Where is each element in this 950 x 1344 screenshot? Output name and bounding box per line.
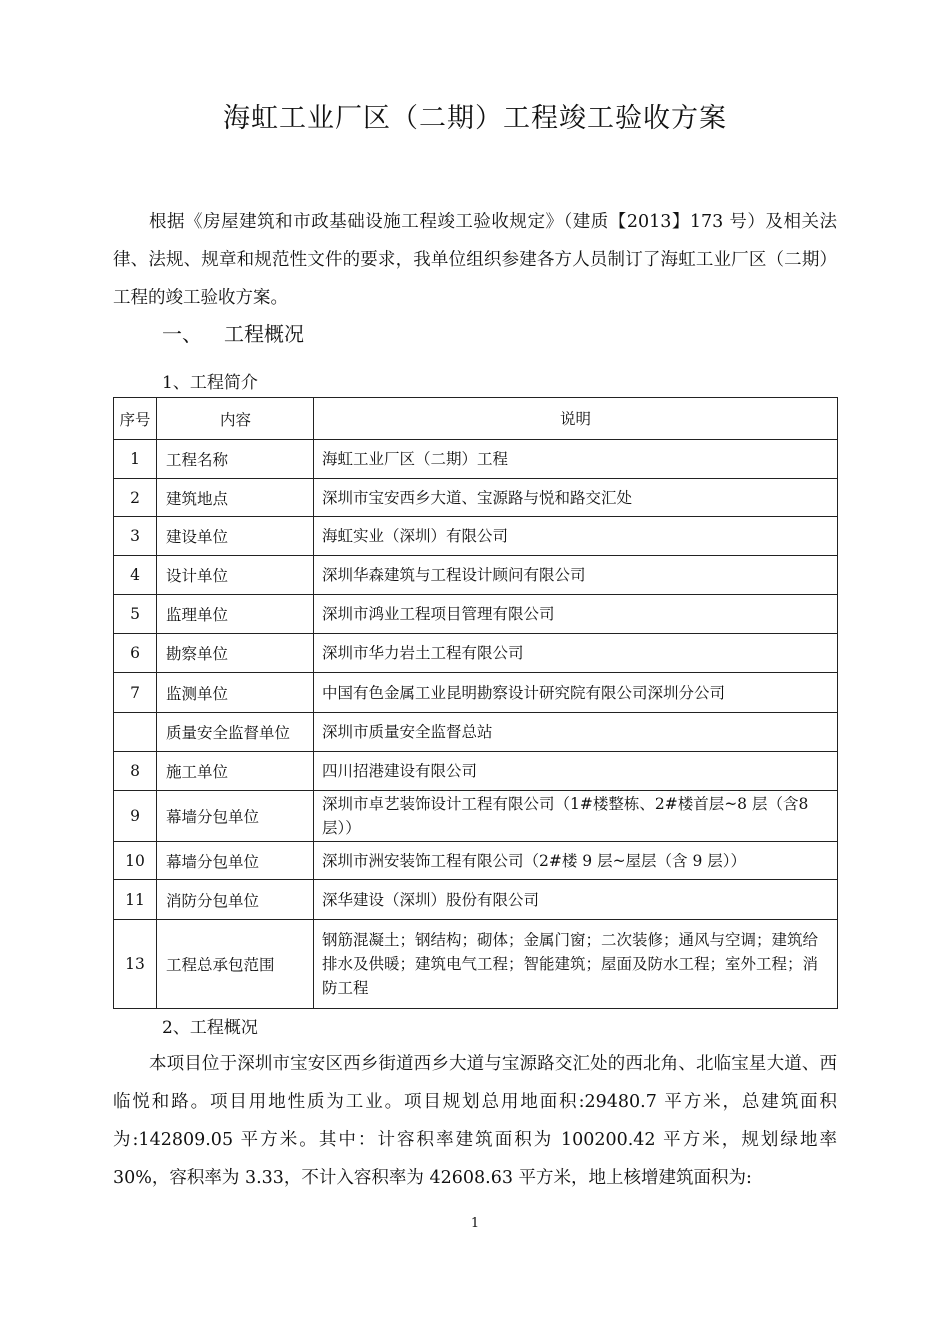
- table-row: [114, 440, 838, 479]
- row-desc: 深圳市宝安西乡大道、宝源路与悦和路交汇处: [314, 479, 838, 517]
- header-item: 内容: [157, 398, 314, 440]
- table-row: [114, 713, 838, 752]
- row-no: 2: [114, 479, 157, 517]
- header-desc: 说明: [314, 398, 838, 440]
- row-item: 建设单位: [157, 517, 314, 556]
- row-item: 工程总承包范围: [157, 920, 314, 1009]
- row-no: 7: [114, 673, 157, 713]
- row-item: 消防分包单位: [157, 880, 314, 920]
- row-desc: 钢筋混凝土；钢结构；砌体；金属门窗；二次装修；通风与空调；建筑给排水及供暖；建筑电气工程；智能建筑；屋面及防水工程；室外工程；消防工程: [314, 920, 838, 1009]
- row-item: 监测单位: [157, 673, 314, 713]
- section-number: 一、: [162, 322, 202, 346]
- row-item: 监理单位: [157, 595, 314, 634]
- row-item: 幕墙分包单位: [157, 842, 314, 880]
- table-row: [114, 634, 838, 673]
- row-desc: 深圳市洲安装饰工程有限公司（2#楼 9 层~屋层（含 9 层））: [314, 842, 838, 880]
- row-no: 11: [114, 880, 157, 920]
- row-no: [114, 713, 157, 752]
- table-row: [114, 479, 838, 517]
- row-no: 8: [114, 752, 157, 791]
- row-desc: 四川招港建设有限公司: [314, 752, 838, 791]
- row-no: 6: [114, 634, 157, 673]
- row-desc: 中国有色金属工业昆明勘察设计研究院有限公司深圳分公司: [314, 673, 838, 713]
- row-item: 工程名称: [157, 440, 314, 479]
- table-row: [114, 595, 838, 634]
- row-desc: 海虹工业厂区（二期）工程: [314, 440, 838, 479]
- row-desc: 深圳市华力岩土工程有限公司: [314, 634, 838, 673]
- row-no: 3: [114, 517, 157, 556]
- table-header-row: [114, 398, 838, 440]
- project-info-table: [113, 397, 838, 1009]
- page-number: 1: [470, 1216, 480, 1231]
- row-no: 5: [114, 595, 157, 634]
- row-desc: 深华建设（深圳）股份有限公司: [314, 880, 838, 920]
- row-no: 10: [114, 842, 157, 880]
- table-row: [114, 556, 838, 595]
- row-no: 13: [114, 920, 157, 1009]
- table-row: [114, 920, 838, 1009]
- row-desc: 深圳华森建筑与工程设计顾问有限公司: [314, 556, 838, 595]
- row-no: 1: [114, 440, 157, 479]
- row-item: 建筑地点: [157, 479, 314, 517]
- row-no: 4: [114, 556, 157, 595]
- table-row: [114, 517, 838, 556]
- row-desc: 海虹实业（深圳）有限公司: [314, 517, 838, 556]
- row-item: 设计单位: [157, 556, 314, 595]
- overview-paragraph: 本项目位于深圳市宝安区西乡街道西乡大道与宝源路交汇处的西北角、北临宝星大道、西临悦和路。项目用地性质为工业。项目规划总用地面积:29480.7 平方米，总建筑面积为:142809.05 平方米。其中：计容积率建筑面积为 100200.42 平方米，规划绿地率 30%，容积率为 3.33，不计入容积率为 42608.63 平方米，地上核增建筑面积为:: [113, 1054, 837, 1188]
- subsection-heading-2: 2、工程概况: [162, 1018, 258, 1038]
- section-heading: [162, 318, 304, 347]
- table-row: [114, 791, 838, 842]
- row-item: 幕墙分包单位: [157, 791, 314, 842]
- row-item: 质量安全监督单位: [157, 713, 314, 752]
- row-item: 勘察单位: [157, 634, 314, 673]
- table-row: [114, 673, 838, 713]
- row-no: 9: [114, 791, 157, 842]
- row-desc: 深圳市鸿业工程项目管理有限公司: [314, 595, 838, 634]
- document-title: 海虹工业厂区（二期）工程竣工验收方案: [223, 103, 727, 134]
- intro-paragraph: 根据《房屋建筑和市政基础设施工程竣工验收规定》（建质【2013】173 号）及相关法律、法规、规章和规范性文件的要求，我单位组织参建各方人员制订了海虹工业厂区（二期）工程的竣工验收方案。: [113, 212, 837, 308]
- row-item: 施工单位: [157, 752, 314, 791]
- header-no: 序号: [114, 398, 157, 440]
- table-row: [114, 880, 838, 920]
- row-desc: 深圳市质量安全监督总站: [314, 713, 838, 752]
- section-title: 工程概况: [224, 322, 304, 346]
- table-row: [114, 842, 838, 880]
- table-row: [114, 752, 838, 791]
- subsection-heading-1: 1、工程简介: [162, 373, 258, 393]
- row-desc: 深圳市卓艺装饰设计工程有限公司（1#楼整栋、2#楼首层~8 层（含8层））: [314, 791, 838, 842]
